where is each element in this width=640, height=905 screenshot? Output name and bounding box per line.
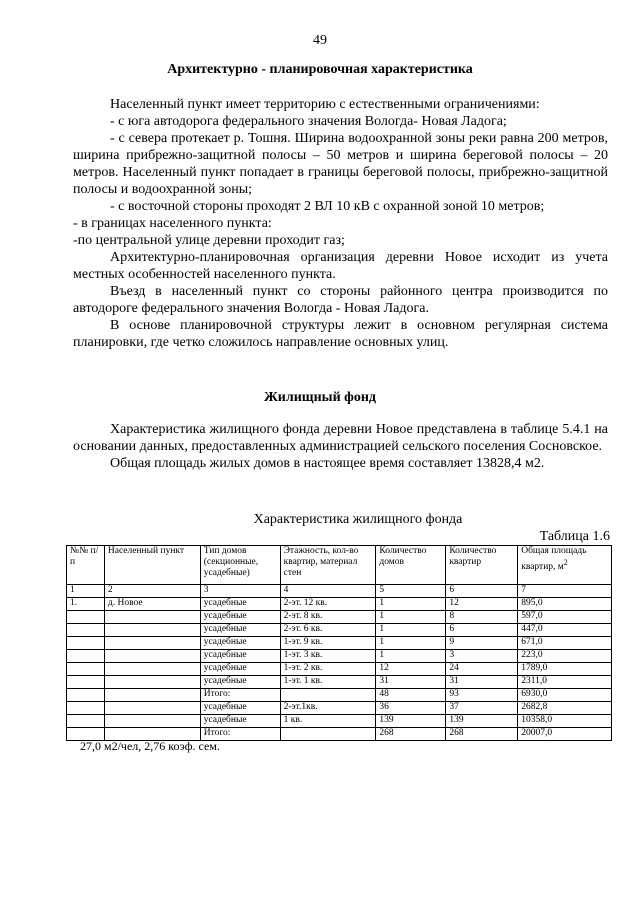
paragraph-housing-description: Характеристика жилищного фонда деревни Новое представлена в таблице 5.4.1 на основании данных, предоставленных администрацией сельского поселения Сосновское. <box>73 422 608 454</box>
header-area <box>518 546 612 585</box>
table-cell: 31 <box>446 676 518 689</box>
table-header-row <box>67 546 612 585</box>
table-cell: усадебные <box>200 715 280 728</box>
table-cell <box>67 676 105 689</box>
header-settlement: Населенный пункт <box>104 546 200 585</box>
header-area-label: Общая площадь квартир, м <box>521 546 587 573</box>
table-cell: 1 <box>376 611 446 624</box>
header-apartments: Количество квартир <box>446 546 518 585</box>
table-cell: 20007,0 <box>518 728 612 741</box>
table-cell: 223,0 <box>518 650 612 663</box>
table-cell <box>67 663 105 676</box>
table-cell: 31 <box>376 676 446 689</box>
column-number: 6 <box>446 585 518 598</box>
table-cell: усадебные <box>200 611 280 624</box>
table-title: Характеристика жилищного фонда <box>253 512 463 527</box>
table-cell: 139 <box>446 715 518 728</box>
table-cell <box>67 637 105 650</box>
table-cell <box>104 689 200 702</box>
table-cell: 1-эт. 1 кв. <box>280 676 376 689</box>
table-cell: 6 <box>446 624 518 637</box>
table-cell: Итого: <box>200 728 280 741</box>
table-cell: 1-эт. 3 кв. <box>280 650 376 663</box>
table-cell: усадебные <box>200 650 280 663</box>
table-row <box>67 611 612 624</box>
table-cell: 1 <box>376 598 446 611</box>
table-cell <box>280 689 376 702</box>
paragraph-total-area: Общая площадь жилых домов в настоящее время составляет 13828,4 м2. <box>110 456 545 471</box>
table-cell: 12 <box>376 663 446 676</box>
table-cell: 2311,0 <box>518 676 612 689</box>
table-row <box>67 689 612 702</box>
table-cell: 24 <box>446 663 518 676</box>
table-cell <box>104 715 200 728</box>
table-cell: 2-эт.1кв. <box>280 702 376 715</box>
architecture-text <box>73 96 608 351</box>
table-row <box>67 637 612 650</box>
table-cell <box>280 728 376 741</box>
column-number: 3 <box>200 585 280 598</box>
table-cell <box>104 676 200 689</box>
page-number: 49 <box>313 33 327 48</box>
header-floors: Этажность, кол-во квартир, материал стен <box>280 546 376 585</box>
table-cell: усадебные <box>200 624 280 637</box>
table-row <box>67 650 612 663</box>
header-area-superscript: 2 <box>563 558 568 567</box>
table-cell: усадебные <box>200 637 280 650</box>
table-cell: 2-эт. 12 кв. <box>280 598 376 611</box>
table-cell: 671,0 <box>518 637 612 650</box>
table-cell: 2-эт. 6 кв. <box>280 624 376 637</box>
table-cell: 12 <box>446 598 518 611</box>
table-cell: 1 кв. <box>280 715 376 728</box>
table-cell: 2682,8 <box>518 702 612 715</box>
column-number: 7 <box>518 585 612 598</box>
table-cell: 3 <box>446 650 518 663</box>
table-cell: 139 <box>376 715 446 728</box>
table-cell: 9 <box>446 637 518 650</box>
header-num: №№ п/п <box>67 546 105 585</box>
table-cell <box>104 650 200 663</box>
table-cell: 1 <box>376 624 446 637</box>
table-cell <box>104 663 200 676</box>
table-cell: 2-эт. 8 кв. <box>280 611 376 624</box>
table-cell: 48 <box>376 689 446 702</box>
table-cell: 36 <box>376 702 446 715</box>
paragraph-within: - в границах населенного пункта: <box>73 216 272 231</box>
table-cell: д. Новое <box>104 598 200 611</box>
table-cell: 1-эт. 2 кв. <box>280 663 376 676</box>
paragraph-north: - с севера протекает р. Тошня. Ширина водоохранной зоны реки равна 200 метров, ширина прибрежно-защитной полосы – 50 метров и ширина береговой полосы – 20 метров. Населенный пункт попадает в границы береговой полосы, прибрежно-защитной полосы и водоохранной зоны; <box>73 131 608 197</box>
table-cell: 6930,0 <box>518 689 612 702</box>
table-row <box>67 598 612 611</box>
table-cell: Итого: <box>200 689 280 702</box>
header-houses: Количество домов <box>376 546 446 585</box>
footnote: 27,0 м2/чел, 2,76 коэф. сем. <box>80 739 220 753</box>
table-cell: 1 <box>376 637 446 650</box>
table-row <box>67 624 612 637</box>
section-title-housing: Жилищный фонд <box>263 390 377 405</box>
table-cell: 268 <box>446 728 518 741</box>
table-cell: 10358,0 <box>518 715 612 728</box>
table-cell: 895,0 <box>518 598 612 611</box>
column-number-row <box>67 585 612 598</box>
table-cell: 1. <box>67 598 105 611</box>
paragraph-gas: -по центральной улице деревни проходит газ; <box>73 233 345 248</box>
housing-table <box>66 545 612 741</box>
table-cell: 1 <box>376 650 446 663</box>
table-cell: 8 <box>446 611 518 624</box>
table-cell: усадебные <box>200 702 280 715</box>
table-row <box>67 715 612 728</box>
table-cell: усадебные <box>200 598 280 611</box>
table-cell: 447,0 <box>518 624 612 637</box>
header-type: Тип домов (секционные, усадебные) <box>200 546 280 585</box>
table-cell: 37 <box>446 702 518 715</box>
table-cell: 597,0 <box>518 611 612 624</box>
table-cell <box>67 702 105 715</box>
paragraph-organization: Архитектурно-планировочная организация деревни Новое исходит из учета местных особенностей населенного пункта. <box>73 250 608 282</box>
table-cell <box>67 650 105 663</box>
paragraph-east: - с восточной стороны проходят 2 ВЛ 10 кВ с охранной зоной 10 метров; <box>110 199 545 214</box>
column-number: 5 <box>376 585 446 598</box>
table-row <box>67 663 612 676</box>
column-number: 2 <box>104 585 200 598</box>
table-cell <box>104 624 200 637</box>
table-cell <box>67 689 105 702</box>
column-number: 1 <box>67 585 105 598</box>
table-cell: усадебные <box>200 663 280 676</box>
table-cell <box>67 611 105 624</box>
column-number: 4 <box>280 585 376 598</box>
table-row <box>67 676 612 689</box>
table-cell <box>67 715 105 728</box>
table-row <box>67 702 612 715</box>
table-cell: усадебные <box>200 676 280 689</box>
table-cell <box>104 702 200 715</box>
table-cell: 93 <box>446 689 518 702</box>
paragraph-intro: Населенный пункт имеет территорию с естественными ограничениями: <box>110 97 540 112</box>
paragraph-structure: В основе планировочной структуры лежит в основном регулярная система планировки, где четко сложилось направление основных улиц. <box>73 318 608 350</box>
table-cell: 1-эт. 9 кв. <box>280 637 376 650</box>
housing-text <box>73 421 608 472</box>
table-cell: 268 <box>376 728 446 741</box>
paragraph-access: Въезд в населенный пункт со стороны районного центра производится по автодороге федерального значения Вологда - Новая Ладога. <box>73 284 608 316</box>
table-cell <box>67 624 105 637</box>
table-number: Таблица 1.6 <box>539 529 610 544</box>
section-title-architecture: Архитектурно - планировочная характеристика <box>167 62 473 77</box>
table-cell <box>104 637 200 650</box>
table-cell: 1789,0 <box>518 663 612 676</box>
paragraph-south: - с юга автодорога федерального значения Вологда- Новая Ладога; <box>110 114 507 129</box>
table-cell <box>104 611 200 624</box>
